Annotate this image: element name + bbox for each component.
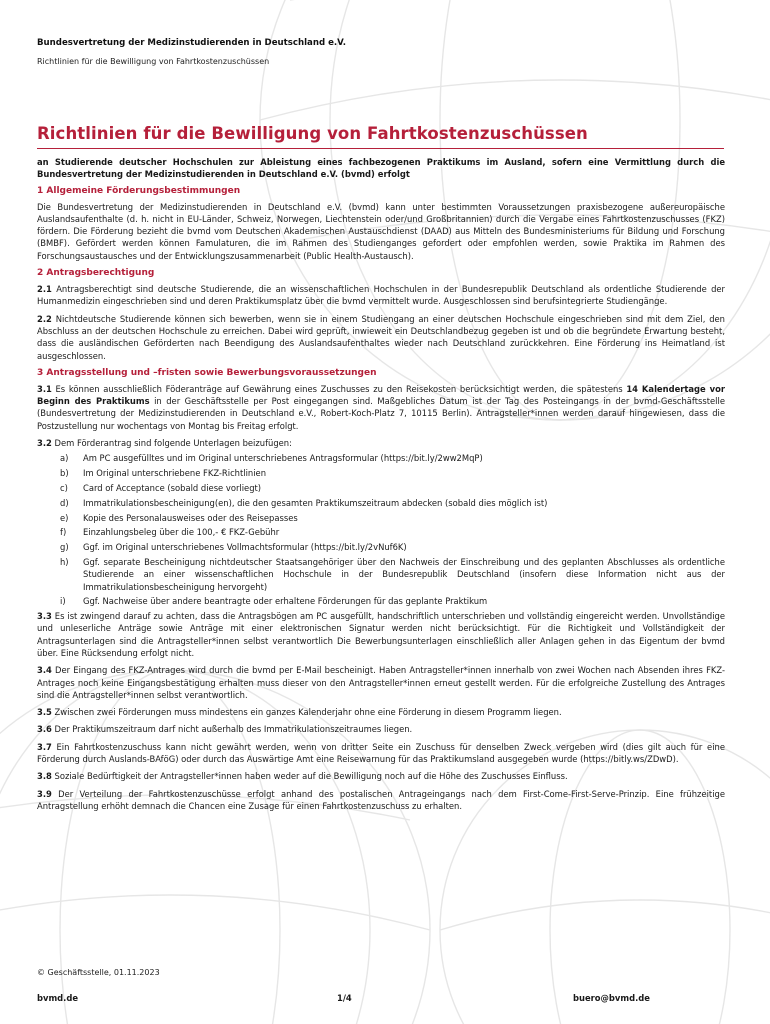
title-divider bbox=[37, 148, 724, 149]
list-item-label: h) bbox=[60, 556, 69, 567]
paragraph-3-1 bbox=[37, 383, 725, 432]
section-1-paragraph bbox=[37, 201, 725, 262]
paragraph-number: 3.9 bbox=[37, 788, 52, 799]
paragraph-2-1 bbox=[37, 283, 725, 308]
deadline-highlight: 14 Kalendertage vor Beginn des Praktikums bbox=[37, 383, 725, 407]
paragraph-text: Dem Förderantrag sind folgende Unterlagen beizufügen: bbox=[54, 438, 292, 449]
footer-page-number: 1/4 bbox=[337, 993, 352, 1003]
footer-website-link[interactable]: bvmd.de bbox=[37, 993, 79, 1003]
paragraph-2-2 bbox=[37, 313, 725, 362]
list-item-label: a) bbox=[60, 453, 69, 464]
paragraph-text: Der Eingang des FKZ-Antrages wird durch die bvmd per E-Mail bescheinigt. Haben Antragsteller*innen innerhalb von zwei Wochen nach Absenden ihres FKZ-Antrages noch keine Eingangsbestätigung erhalten muss dieser von den Antragsteller*innen erneut gestellt werden. Für die erfolgreiche Zustellung des Antrages sind die Antragsteller*innen selbst verantwortlich. bbox=[37, 665, 725, 700]
list-item-label: e) bbox=[60, 512, 69, 523]
list-item-text: Kopie des Personalausweises oder des Reisepasses bbox=[83, 512, 298, 523]
footer-email-link[interactable]: buero@bvmd.de bbox=[573, 993, 650, 1003]
paragraph-text: Antragsberechtigt sind deutsche Studierende, die an wissenschaftlichen Hochschulen in der Bundesrepublik Deutschland als ordentliche Studierende der Humanmedizin eingeschrieben sind und deren Praktikumsplatz über die bvmd vermittelt wurde. Ausgeschlossen sind berufsintegrierte Studiengänge. bbox=[37, 284, 725, 307]
paragraph-3-8 bbox=[37, 770, 725, 782]
list-item bbox=[37, 556, 725, 593]
header-subtitle: Richtlinien für die Bewilligung von Fahrtkostenzuschüssen bbox=[37, 57, 270, 66]
list-item-label: b) bbox=[60, 468, 69, 479]
required-documents-list bbox=[37, 452, 725, 607]
page-title: Richtlinien für die Bewilligung von Fahrtkostenzuschüssen bbox=[37, 124, 588, 143]
paragraph-number: 3.3 bbox=[37, 611, 52, 622]
document-body bbox=[37, 156, 725, 817]
list-item bbox=[37, 512, 725, 524]
paragraph-3-5 bbox=[37, 706, 725, 718]
paragraph-number: 3.4 bbox=[37, 665, 52, 676]
paragraph-3-6 bbox=[37, 723, 725, 735]
list-item bbox=[37, 467, 725, 479]
list-item-text: Ggf. Nachweise über andere beantragte oder erhaltene Förderungen für das geplante Praktikum bbox=[83, 596, 488, 607]
list-item bbox=[37, 482, 725, 494]
header-organization: Bundesvertretung der Medizinstudierenden in Deutschland e.V. bbox=[37, 38, 346, 48]
list-item bbox=[37, 526, 725, 538]
paragraph-number: 3.2 bbox=[37, 438, 52, 449]
paragraph-3-4 bbox=[37, 664, 725, 701]
footer-copyright: © Geschäftsstelle, 01.11.2023 bbox=[37, 968, 160, 977]
list-item-text: Am PC ausgefülltes und im Original unterschriebenes Antragsformular (https://bit.ly/2ww2MqP) bbox=[83, 453, 483, 464]
paragraph-text: Es ist zwingend darauf zu achten, dass die Antragsbögen am PC ausgefüllt, handschriftlich unterschrieben und vollständig eingereicht werden. Unvollständige und unleserliche Anträge sowie Anträge mit einer elektronischen Signatur werden nicht berücksichtigt. Für die Richtigkeit und Vollständigkeit der Antragsunterlagen sind die Antragsteller*innen selbst verantwortlich Die Bewerbungsunterlagen einschließlich aller Anlagen gehen in das Eigentum der bvmd über. Eine Rücksendung erfolgt nicht. bbox=[37, 611, 725, 658]
paragraph-text: Die Bundesvertretung der Medizinstudierenden in Deutschland e.V. (bvmd) kann unter bestimmten Voraussetzungen praxisbezogene außereuropäische Auslandsaufenthalte (d. h. nicht in EU-Länder, Schweiz, Norwegen, Liechtenstein oder/und Großbritannien) durch die Vergabe eines Fahrtkostenzuschusses (FKZ) fördern. Die Förderung bezieht die bvmd vom Deutschen Akademischen Austauschdienst (DAAD) aus Mitteln des Bundesministeriums für Bildung und Forschung (BMBF). Gefördert werden können Famulaturen, die im Rahmen des Studienganges gefordert oder empfohlen werden, sowie Praktika im Rahmen des Forschungsaustausches und der Entwicklungszusammenarbeit (Public Health-Austausch). bbox=[37, 201, 725, 261]
list-item-text: Einzahlungsbeleg über die 100,- € FKZ-Gebühr bbox=[83, 527, 280, 538]
list-item-text: Im Original unterschriebene FKZ-Richtlinien bbox=[83, 468, 267, 479]
paragraph-text: Ein Fahrtkostenzuschuss kann nicht gewährt werden, wenn von dritter Seite ein Zuschuss für denselben Zweck vergeben wird (dies gilt auch für eine Förderung durch Auslands-BAföG) oder durch das Auswärtige Amt eine Reisewarnung für das Praktikumsland ausgegeben wurde (https://bitly.ws/ZDwD). bbox=[37, 741, 725, 765]
paragraph-text: Nichtdeutsche Studierende können sich bewerben, wenn sie in einem Studiengang an einer deutschen Hochschule eingeschrieben sind mit dem Ziel, den Abschluss an der deutschen Hochschule zu erreichen. Dabei wird geprüft, inwieweit ein Deutschlandbezug gegeben ist und ob die begründete Erwartung besteht, dass die ausländischen Geförderten nach Beendigung des Auslandsaufenthaltes wieder nach Deutschland zurückkehren. Eine Förderung ins Heimatland ist ausgeschlossen. bbox=[37, 313, 725, 361]
paragraph-number: 3.1 bbox=[37, 383, 52, 394]
list-item bbox=[37, 452, 725, 464]
paragraph-text: Der Verteilung der Fahrtkostenzuschüsse erfolgt anhand des postalischen Antrageingangs nach dem First-Come-First-Serve-Prinzip. Eine frühzeitige Antragstellung erhöht demnach die Chancen eine Zusage für einen Fahrtkostenzuschuss zu erhalten. bbox=[37, 788, 725, 811]
list-item bbox=[37, 541, 725, 553]
paragraph-number: 3.5 bbox=[37, 707, 52, 718]
paragraph-number: 3.7 bbox=[37, 741, 52, 752]
list-item-text: Immatrikulationsbescheinigung(en), die den gesamten Praktikumszeitraum abdecken (sobald dies möglich ist) bbox=[83, 497, 548, 508]
section-3-heading: 3 Antragsstellung und –fristen sowie Bewerbungsvoraussetzungen bbox=[37, 367, 377, 378]
list-item-label: d) bbox=[60, 497, 69, 508]
paragraph-text: Soziale Bedürftigkeit der Antragsteller*innen haben weder auf die Bewilligung noch auf die Höhe des Zuschusses Einfluss. bbox=[54, 771, 568, 782]
paragraph-text: Es können ausschließlich Föderanträge auf Gewährung eines Zuschusses zu den Reisekosten berücksichtigt werden, die spätestens bbox=[55, 383, 623, 394]
paragraph-3-3 bbox=[37, 610, 725, 659]
list-item bbox=[37, 595, 725, 607]
paragraph-3-9 bbox=[37, 788, 725, 813]
paragraph-number: 3.6 bbox=[37, 724, 52, 735]
paragraph-3-2 bbox=[37, 437, 725, 449]
paragraph-number: 2.2 bbox=[37, 313, 52, 324]
section-1-heading: 1 Allgemeine Förderungsbestimmungen bbox=[37, 185, 241, 196]
paragraph-text: Zwischen zwei Förderungen muss mindestens ein ganzes Kalenderjahr ohne eine Förderung in diesem Programm liegen. bbox=[54, 707, 562, 718]
section-2-heading: 2 Antragsberechtigung bbox=[37, 268, 155, 279]
list-item-label: c) bbox=[60, 482, 68, 493]
list-item-label: g) bbox=[60, 542, 69, 553]
paragraph-text: Der Praktikumszeitraum darf nicht außerhalb des Immatrikulationszeitraumes liegen. bbox=[54, 724, 413, 735]
list-item bbox=[37, 497, 725, 509]
list-item-label: f) bbox=[60, 527, 67, 538]
paragraph-number: 2.1 bbox=[37, 284, 52, 295]
paragraph-3-7 bbox=[37, 741, 725, 766]
paragraph-number: 3.8 bbox=[37, 771, 52, 782]
list-item-text: Ggf. separate Bescheinigung nichtdeutscher Staatsangehöriger über den Nachweis der Einschreibung und des geplanten Abschlusses als ordentliche Studierende an einer wissenschaftlichen Hochschule in der Bundesrepublik Deutschland (insofern diese Information nicht aus der Immatrikulationsbescheinigung hervorgeht) bbox=[83, 556, 725, 592]
list-item-text: Card of Acceptance (sobald diese vorliegt) bbox=[83, 482, 262, 493]
lead-paragraph: an Studierende deutscher Hochschulen zur Ableistung eines fachbezogenen Praktikums im Ausland, sofern eine Vermittlung durch die Bundesvertretung der Medizinstudierenden in Deutschland e.V. (bvmd) erfolgt bbox=[37, 157, 725, 180]
list-item-label: i) bbox=[60, 596, 66, 607]
paragraph-text: in der Geschäftsstelle per Post eingegangen sind. Maßgebliches Datum ist der Tag des Posteingangs in der bvmd-Geschäftsstelle (Bundesvertretung der Medizinstudierenden in Deutschland e.V., Robert-Koch-Platz 7, 10115 Berlin). Antragsteller*innen werden darauf hingewiesen, dass die Postzustellung nur wochentags von Montag bis Freitag erfolgt. bbox=[37, 396, 725, 431]
list-item-text: Ggf. im Original unterschriebenes Vollmachtsformular (https://bit.ly/2vNuf6K) bbox=[83, 542, 407, 553]
